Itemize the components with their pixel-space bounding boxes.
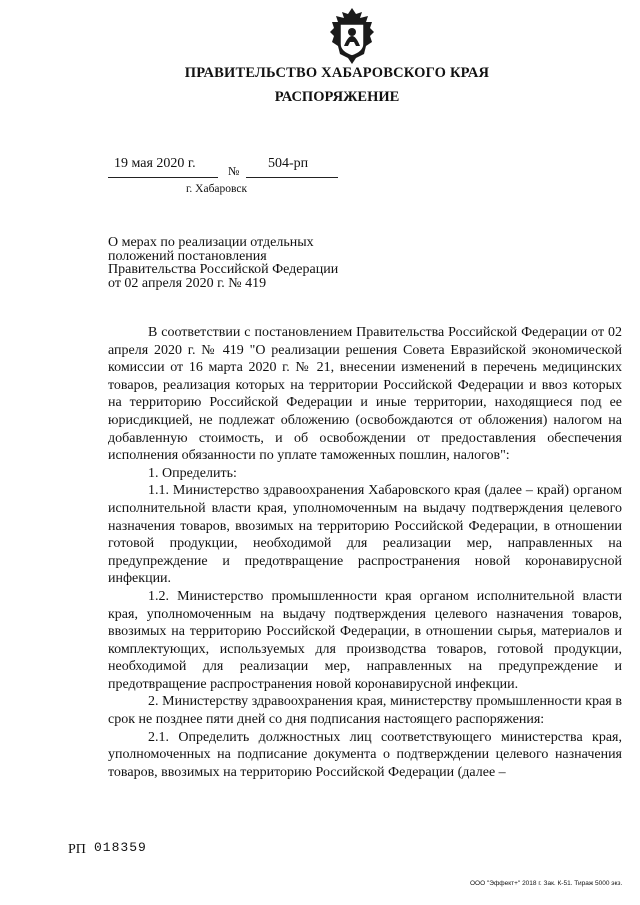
document-date: 19 мая 2020 г. xyxy=(114,156,196,171)
number-label: № xyxy=(228,164,240,178)
body-paragraph: 1.2. Министерство промышленности края органом исполнительной власти края, уполномоченным на выдачу подтверждения целевого назначения товаров, ввозимых на территорию Российской Федерации, в отношении сырья, материалов и комплектующих, используемых для производства товаров, готовой продукции, необходимой для реализации мер, направленных на предупреждение и предотвращение распространения новой коронавирусной инфекции. xyxy=(108,588,622,692)
body-paragraph: В соответствии с постановлением Правительства Российской Федерации от 02 апреля 2020 г. № 419 "О реализации решения Совета Евразийской экономической комиссии от 16 марта 2020 г. № 21, внесении изменений в перечень медицинских товаров, реализация которых на территории Российской Федерации и ввоз которых на территорию Российской Федерации и иные территории, находящиеся под ее юрисдикцией, не подлежат обложению (освобождаются от обложения) налогом на добавленную стоимость, и об освобождении от предоставления обеспечения исполнения обязанности по уплате таможенных пошлин, налогов": xyxy=(108,325,622,464)
document-subject: О мерах по реализации отдельных положений постановления Правительства Российской Федерации от 02 апреля 2020 г. № 419 xyxy=(108,235,339,291)
body-paragraph: 2. Министерству здравоохранения края, министерству промышленности края в срок не позднее пяти дней со дня подписания настоящего распоряжения: xyxy=(108,694,622,728)
body-paragraph: 1. Определить: xyxy=(148,465,237,481)
body-paragraph: 2.1. Определить должностных лиц соответствующего министерства края, уполномоченных на подписание документа о подтверждении целевого назначения товаров, ввозимых на территорию Российской Федерации (далее – xyxy=(108,729,622,780)
document-body xyxy=(108,324,622,781)
form-serial-number: 018359 xyxy=(94,840,147,855)
coat-of-arms-emblem xyxy=(326,6,378,68)
date-underline xyxy=(108,177,218,178)
printer-imprint: ООО "Эффект+" 2018 г. Зак. К-51. Тираж 5000 экз. xyxy=(470,880,623,887)
body-paragraph: 1.1. Министерство здравоохранения Хабаровского края (далее – край) органом исполнительной власти края, уполномоченным на выдачу подтверждения целевого назначения товаров, ввозимых на территорию Российской Федерации, в отношении готовой продукции, необходимой для реализации мер, направленных на предупреждение и предотвращение распространения новой коронавирусной инфекции. xyxy=(108,483,622,587)
document-type: РАСПОРЯЖЕНИЕ xyxy=(274,89,400,105)
document-city: г. Хабаровск xyxy=(186,183,248,195)
organization-title: ПРАВИТЕЛЬСТВО ХАБАРОВСКОГО КРАЯ xyxy=(184,65,490,81)
form-prefix: РП xyxy=(68,842,86,857)
document-number: 504-рп xyxy=(268,156,309,171)
number-underline xyxy=(246,177,338,178)
